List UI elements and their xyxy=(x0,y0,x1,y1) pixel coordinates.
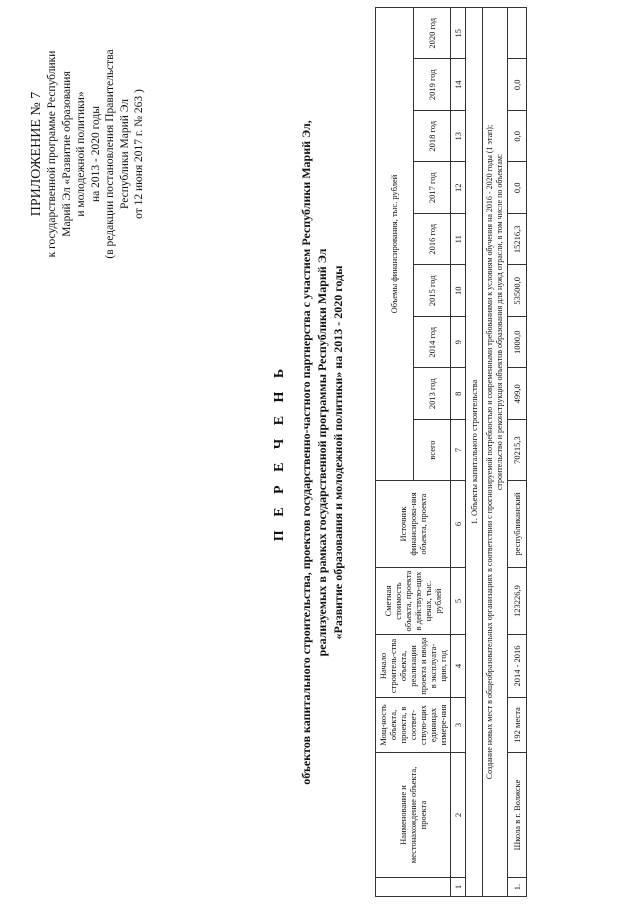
column-number: 10 xyxy=(451,265,466,317)
header-capacity: Мощ-ность объекта, проекта, в соответ-ствую-щих единицах измере-ния xyxy=(376,698,451,753)
row-value-empty xyxy=(508,8,527,60)
section-row xyxy=(466,8,483,897)
appendix-line: ПРИЛОЖЕНИЕ № 7 xyxy=(29,91,44,217)
row-value: 15216,3 xyxy=(508,214,527,266)
purpose-text xyxy=(483,8,508,897)
projects-table xyxy=(375,7,527,897)
row-value: 499,0 xyxy=(508,368,527,420)
row-period: 2014 - 2016 xyxy=(508,635,527,698)
column-number: 6 xyxy=(451,481,466,568)
table-row xyxy=(508,8,527,897)
column-number: 3 xyxy=(451,698,466,753)
header-cell-empty xyxy=(376,878,451,897)
header-year: 2016 год xyxy=(413,214,451,266)
appendix-line: и молодежной политики» xyxy=(75,91,87,217)
title-line: «Развитие образования и молодежной политики» на 2013 - 2020 годы xyxy=(331,265,345,640)
row-capacity: 192 места xyxy=(508,698,527,753)
header-funding: Объемы финансирования, тыс. рублей xyxy=(376,8,414,481)
column-number: 12 xyxy=(451,162,466,214)
column-number: 14 xyxy=(451,59,466,111)
column-number: 15 xyxy=(451,8,466,60)
column-number: 13 xyxy=(451,111,466,163)
section-title: 1. Объекты капитального строительства xyxy=(466,8,483,897)
appendix-line: к государственной программе Республики xyxy=(46,50,58,258)
row-value: 0,0 xyxy=(508,111,527,163)
column-number: 9 xyxy=(451,317,466,369)
row-cost: 123226,9 xyxy=(508,568,527,635)
column-number: 1 xyxy=(451,878,466,897)
row-value: 1000,0 xyxy=(508,317,527,369)
row-name: Школа в г. Волжске xyxy=(508,753,527,878)
header-year: 2015 год xyxy=(413,265,451,317)
header-year: 2017 год xyxy=(413,162,451,214)
appendix-line: от 12 июня 2017 г. № 263 ) xyxy=(133,89,145,219)
column-number: 4 xyxy=(451,635,466,698)
appendix-line: (в редакции постановления Правительства xyxy=(104,49,116,259)
row-total: 70215,3 xyxy=(508,420,527,481)
purpose-row xyxy=(483,8,508,897)
appendix-line: Марий Эл «Развитие образования xyxy=(60,71,73,237)
column-number: 2 xyxy=(451,753,466,878)
column-number: 7 xyxy=(451,420,466,481)
header-cost: Сметная стоимость объекта, проекта в действую-щих ценах, тыс. рублей xyxy=(376,568,451,635)
row-value: 0,0 xyxy=(508,162,527,214)
column-number: 5 xyxy=(451,568,466,635)
appendix-block xyxy=(28,9,147,299)
header-year: 2019 год xyxy=(413,59,451,111)
row-value: 0,0 xyxy=(508,59,527,111)
row-source: республиканский xyxy=(508,481,527,568)
title-line: реализуемых в рамках государственной программы Республики Марий Эл xyxy=(315,248,329,657)
appendix-line: на 2013 - 2020 годы xyxy=(89,106,102,203)
header-year: 2018 год xyxy=(413,111,451,163)
column-number: 8 xyxy=(451,368,466,420)
title-heading: П Е Р Е Ч Е Н Ь xyxy=(272,363,287,542)
row-number: 1. xyxy=(508,878,527,897)
document-title xyxy=(272,0,346,905)
header-year: 2013 год xyxy=(413,368,451,420)
header-name: Наименование и местонахождение объекта, проекта xyxy=(376,753,451,878)
header-total: всего xyxy=(413,420,451,481)
column-number: 11 xyxy=(451,214,466,266)
purpose-line: Создание новых мест в общеобразовательных организациях в соответствии с прогнозируемой потребностью и современными требованиями к условиям обучения на 2016 - 2020 годы (1 этап); xyxy=(485,124,494,780)
header-start: Начало строитель-ства объекта, реализации проекта и ввода в эксплуата-цию, год xyxy=(376,635,451,698)
title-line: объектов капитального строительства, проектов государственно-частного партнерства с участием Республики Марий Эл, xyxy=(299,120,313,785)
purpose-line: строительство и реконструкция объектов образования для нужд отрасли, в том числе по объектам: xyxy=(495,153,504,491)
header-year: 2020 год xyxy=(413,8,451,60)
column-number-row xyxy=(451,8,466,897)
header-year: 2014 год xyxy=(413,317,451,369)
header-source: Источник финансирова-ния объекта, проекта xyxy=(376,481,451,568)
header-row xyxy=(376,8,414,897)
row-value: 53500,0 xyxy=(508,265,527,317)
appendix-line: Республики Марий Эл xyxy=(118,99,131,210)
